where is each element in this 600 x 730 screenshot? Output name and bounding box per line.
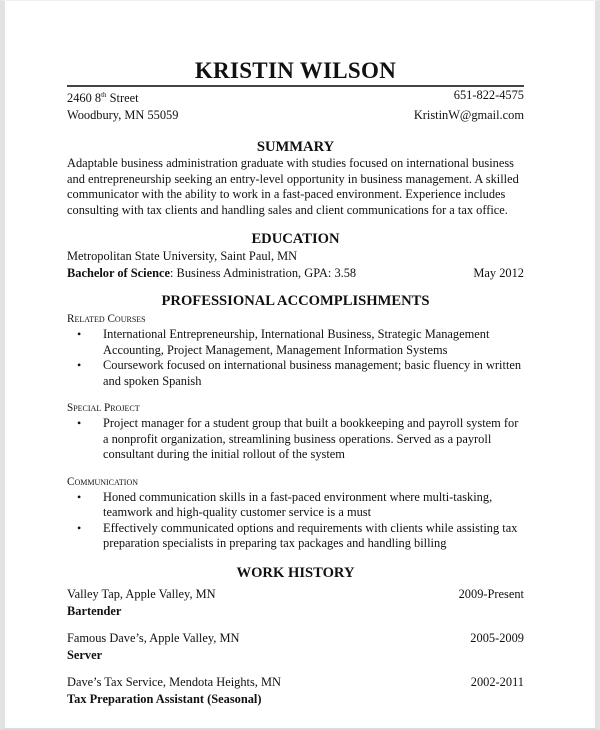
list-item: • Coursework focused on international business management; basic fluency in written and spoken Spanish [103,358,524,389]
list-item: • Honed communication skills in a fast-paced environment where multi-tasking, teamwork and high-quality customer service is a must [103,490,524,521]
school-name: Metropolitan State University, Saint Paul, MN [67,249,298,264]
job-role-row [67,647,524,664]
list-item: • Effectively communicated options and requirements with clients while assisting tax preparation specialists in preparing tax packages and handling billing [103,521,524,552]
job-header [67,674,524,691]
job-header [67,630,524,647]
degree-label: Bachelor of Science [67,266,171,281]
education-school [67,248,524,265]
job-role: Bartender [67,603,122,618]
contact-row-2 [67,107,524,124]
special-project-heading: Special Project [67,402,140,415]
summary-text: Adaptable business administration graduate with studies focused on international business and entrepreneurship seeking an entry-level opportunity in business management. A skilled communicator with the ability to work in a fast-paced environment. Experience includes consulting with tax clients and handling sales and client communications for a tax office. [67,156,519,217]
email: KristinW@gmail.com [413,108,524,123]
accomplishments-heading: PROFESSIONAL ACCOMPLISHMENTS [161,293,430,310]
job-entry [67,674,524,708]
job-role: Tax Preparation Assistant (Seasonal) [67,691,262,706]
job-entry [67,586,524,620]
city: Woodbury, MN 55059 [67,108,179,123]
graduation-date: May 2012 [473,266,524,281]
job-role-row [67,603,524,620]
job-dates: 2005-2009 [470,630,524,645]
job-dates: 2002-2011 [470,674,524,689]
address-line [67,87,139,107]
resume-page [67,58,524,708]
job-entry [67,630,524,664]
phone: 651-822-4575 [453,88,524,102]
summary-heading: SUMMARY [256,139,335,156]
work-history-heading: WORK HISTORY [236,564,355,581]
degree [67,265,356,282]
communication-heading: Communication [67,475,139,488]
special-project-list [67,416,524,463]
job-role-row [67,691,524,708]
related-courses-list [67,327,524,389]
job-dates: 2009-Present [458,586,524,601]
job-header [67,586,524,603]
education-heading: EDUCATION [251,231,340,248]
education-degree-row [67,265,524,282]
resume-name: KRISTIN WILSON [194,58,397,83]
address-number: 2460 8 [67,91,102,106]
degree-detail: : Business Administration, GPA: 3.58 [170,266,357,281]
job-role: Server [67,647,103,662]
list-item: • International Entrepreneurship, International Business, Strategic Management Accounting, Project Management, Management Information Systems [103,327,524,358]
job-employer: Valley Tap, Apple Valley, MN [67,586,216,601]
job-employer: Dave’s Tax Service, Mendota Heights, MN [67,674,281,689]
address-street: Street [106,91,139,106]
job-employer: Famous Dave’s, Apple Valley, MN [67,630,240,645]
address-suffix: th [101,91,107,99]
list-item: • Project manager for a student group that built a bookkeeping and payroll system for a nonprofit organization, streamlining business operations. Served as a payroll consultant during the initial rollout of the system [103,416,524,463]
contact-row-1 [67,87,524,107]
related-courses-heading: Related Courses [67,313,146,326]
communication-list [67,490,524,552]
